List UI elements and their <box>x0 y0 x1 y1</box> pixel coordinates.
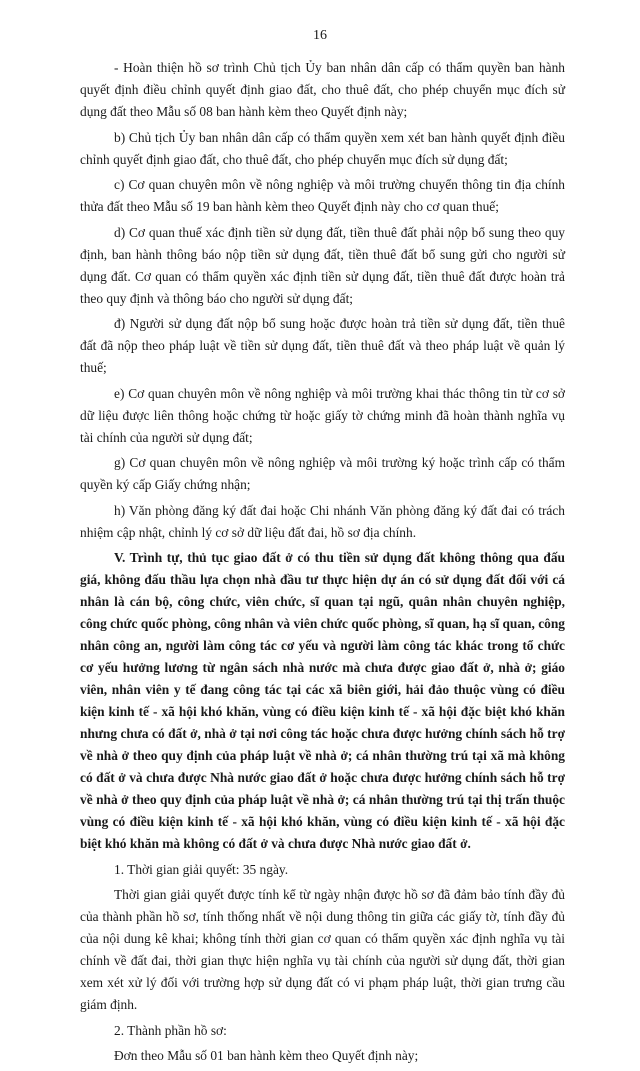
paragraph-c: c) Cơ quan chuyên môn về nông nghiệp và môi trường chuyển thông tin địa chính thửa đất theo Mẫu số 19 ban hành kèm theo Quyết định này cho cơ quan thuế; <box>80 177 565 214</box>
paragraph-dd: đ) Người sử dụng đất nộp bổ sung hoặc được hoàn trả tiền sử dụng đất, tiền thuê đất đã nộp theo pháp luật về tiền sử dụng đất, tiền thuê đất và theo pháp luật về quản lý thuế; <box>80 316 565 375</box>
paragraph-e: e) Cơ quan chuyên môn về nông nghiệp và môi trường khai thác thông tin từ cơ sở dữ liệu được liên thông hoặc chứng từ hoặc giấy tờ chứng minh đã hoàn thành nghĩa vụ tài chính của người sử dụng đất; <box>80 385 565 445</box>
paragraph-amend-decision: - Hoàn thiện hồ sơ trình Chủ tịch Ủy ban nhân dân cấp có thẩm quyền ban hành quyết định điều chỉnh quyết định giao đất, cho thuê đất, cho phép chuyển mục đích sử dụng đất theo Mẫu số 08 ban hành kèm theo Quyết định này; <box>80 60 565 119</box>
section-heading-v: V. Trình tự, thủ tục giao đất ở có thu tiền sử dụng đất không thông qua đấu giá, không đấu thầu lựa chọn nhà đầu tư thực hiện dự án có sử dụng đất đối với cá nhân là cán bộ, công chức, viên chức, sĩ quan tại ngũ, quân nhân chuyên nghiệp, công chức quốc phòng, công nhân và viên chức quốc phòng, sĩ quan, hạ sĩ quan, công nhân công an, người làm công tác cơ yếu và người làm công tác khác trong tổ chức cơ yếu hưởng lương từ ngân sách nhà nước mà chưa được giao đất ở, nhà ở; giáo viên, nhân viên y tế đang công tác tại các xã biên giới, hải đảo thuộc vùng có điều kiện kinh tế - xã hội khó khăn, vùng có điều kiện kinh tế - xã hội đặc biệt khó khăn nhưng chưa có đất ở, nhà ở tại nơi công tác hoặc chưa được hưởng chính sách hỗ trợ về nhà ở theo quy định của pháp luật về nhà ở; cá nhân thường trú tại xã mà không có đất ở và chưa được Nhà nước giao đất ở hoặc chưa được hưởng chính sách hỗ trợ về nhà ở theo quy định của pháp luật về nhà ở; cá nhân thường trú tại thị trấn thuộc vùng có điều kiện kinh tế - xã hội khó khăn, vùng có điều kiện kinh tế - xã hội đặc biệt khó khăn mà không có đất ở và chưa được Nhà nước giao đất ở. <box>80 550 565 851</box>
paragraph-b: b) Chủ tịch Ủy ban nhân dân cấp có thẩm quyền xem xét ban hành quyết định điều chỉnh quyết định giao đất, cho thuê đất, cho phép chuyển mục đích sử dụng đất; <box>80 129 565 167</box>
page-number: 16 <box>313 28 327 43</box>
paragraph-time-calculation: Thời gian giải quyết được tính kể từ ngày nhận được hồ sơ đã đảm bảo tính đầy đủ của thành phần hồ sơ, tính thống nhất về nội dung thông tin giữa các giấy tờ, tính đầy đủ của nội dung kê khai; không tính thời gian cơ quan có thẩm quyền xác định nghĩa vụ tài chính về đất đai, thời gian thực hiện nghĩa vụ tài chính của người sử dụng đất, thời gian xem xét xử lý đối với trường hợp sử dụng đất có vi phạm pháp luật, thời gian trưng cầu giám định. <box>80 887 565 1012</box>
item-processing-time: 1. Thời gian giải quyết: 35 ngày. <box>114 861 289 877</box>
paragraph-h: h) Văn phòng đăng ký đất đai hoặc Chi nhánh Văn phòng đăng ký đất đai có trách nhiệm cập nhật, chỉnh lý cơ sở dữ liệu đất đai, hồ sơ địa chính. <box>80 502 565 540</box>
document-body <box>80 57 565 1071</box>
paragraph-application-form: Đơn theo Mẫu số 01 ban hành kèm theo Quyết định này; <box>114 1048 419 1063</box>
paragraph-g: g) Cơ quan chuyên môn về nông nghiệp và môi trường ký hoặc trình cấp có thẩm quyền ký cấp Giấy chứng nhận; <box>80 455 565 492</box>
paragraph-d: d) Cơ quan thuế xác định tiền sử dụng đất, tiền thuê đất phải nộp bổ sung theo quy định, ban hành thông báo nộp tiền sử dụng đất, tiền thuê đất bổ sung gửi cho người sử dụng đất. Cơ quan có thẩm quyền xác định tiền sử dụng đất, tiền thuê đất được hoàn trả theo quy định và thông báo cho người sử dụng đất; <box>80 224 565 306</box>
item-dossier-components: 2. Thành phần hồ sơ: <box>114 1022 227 1038</box>
